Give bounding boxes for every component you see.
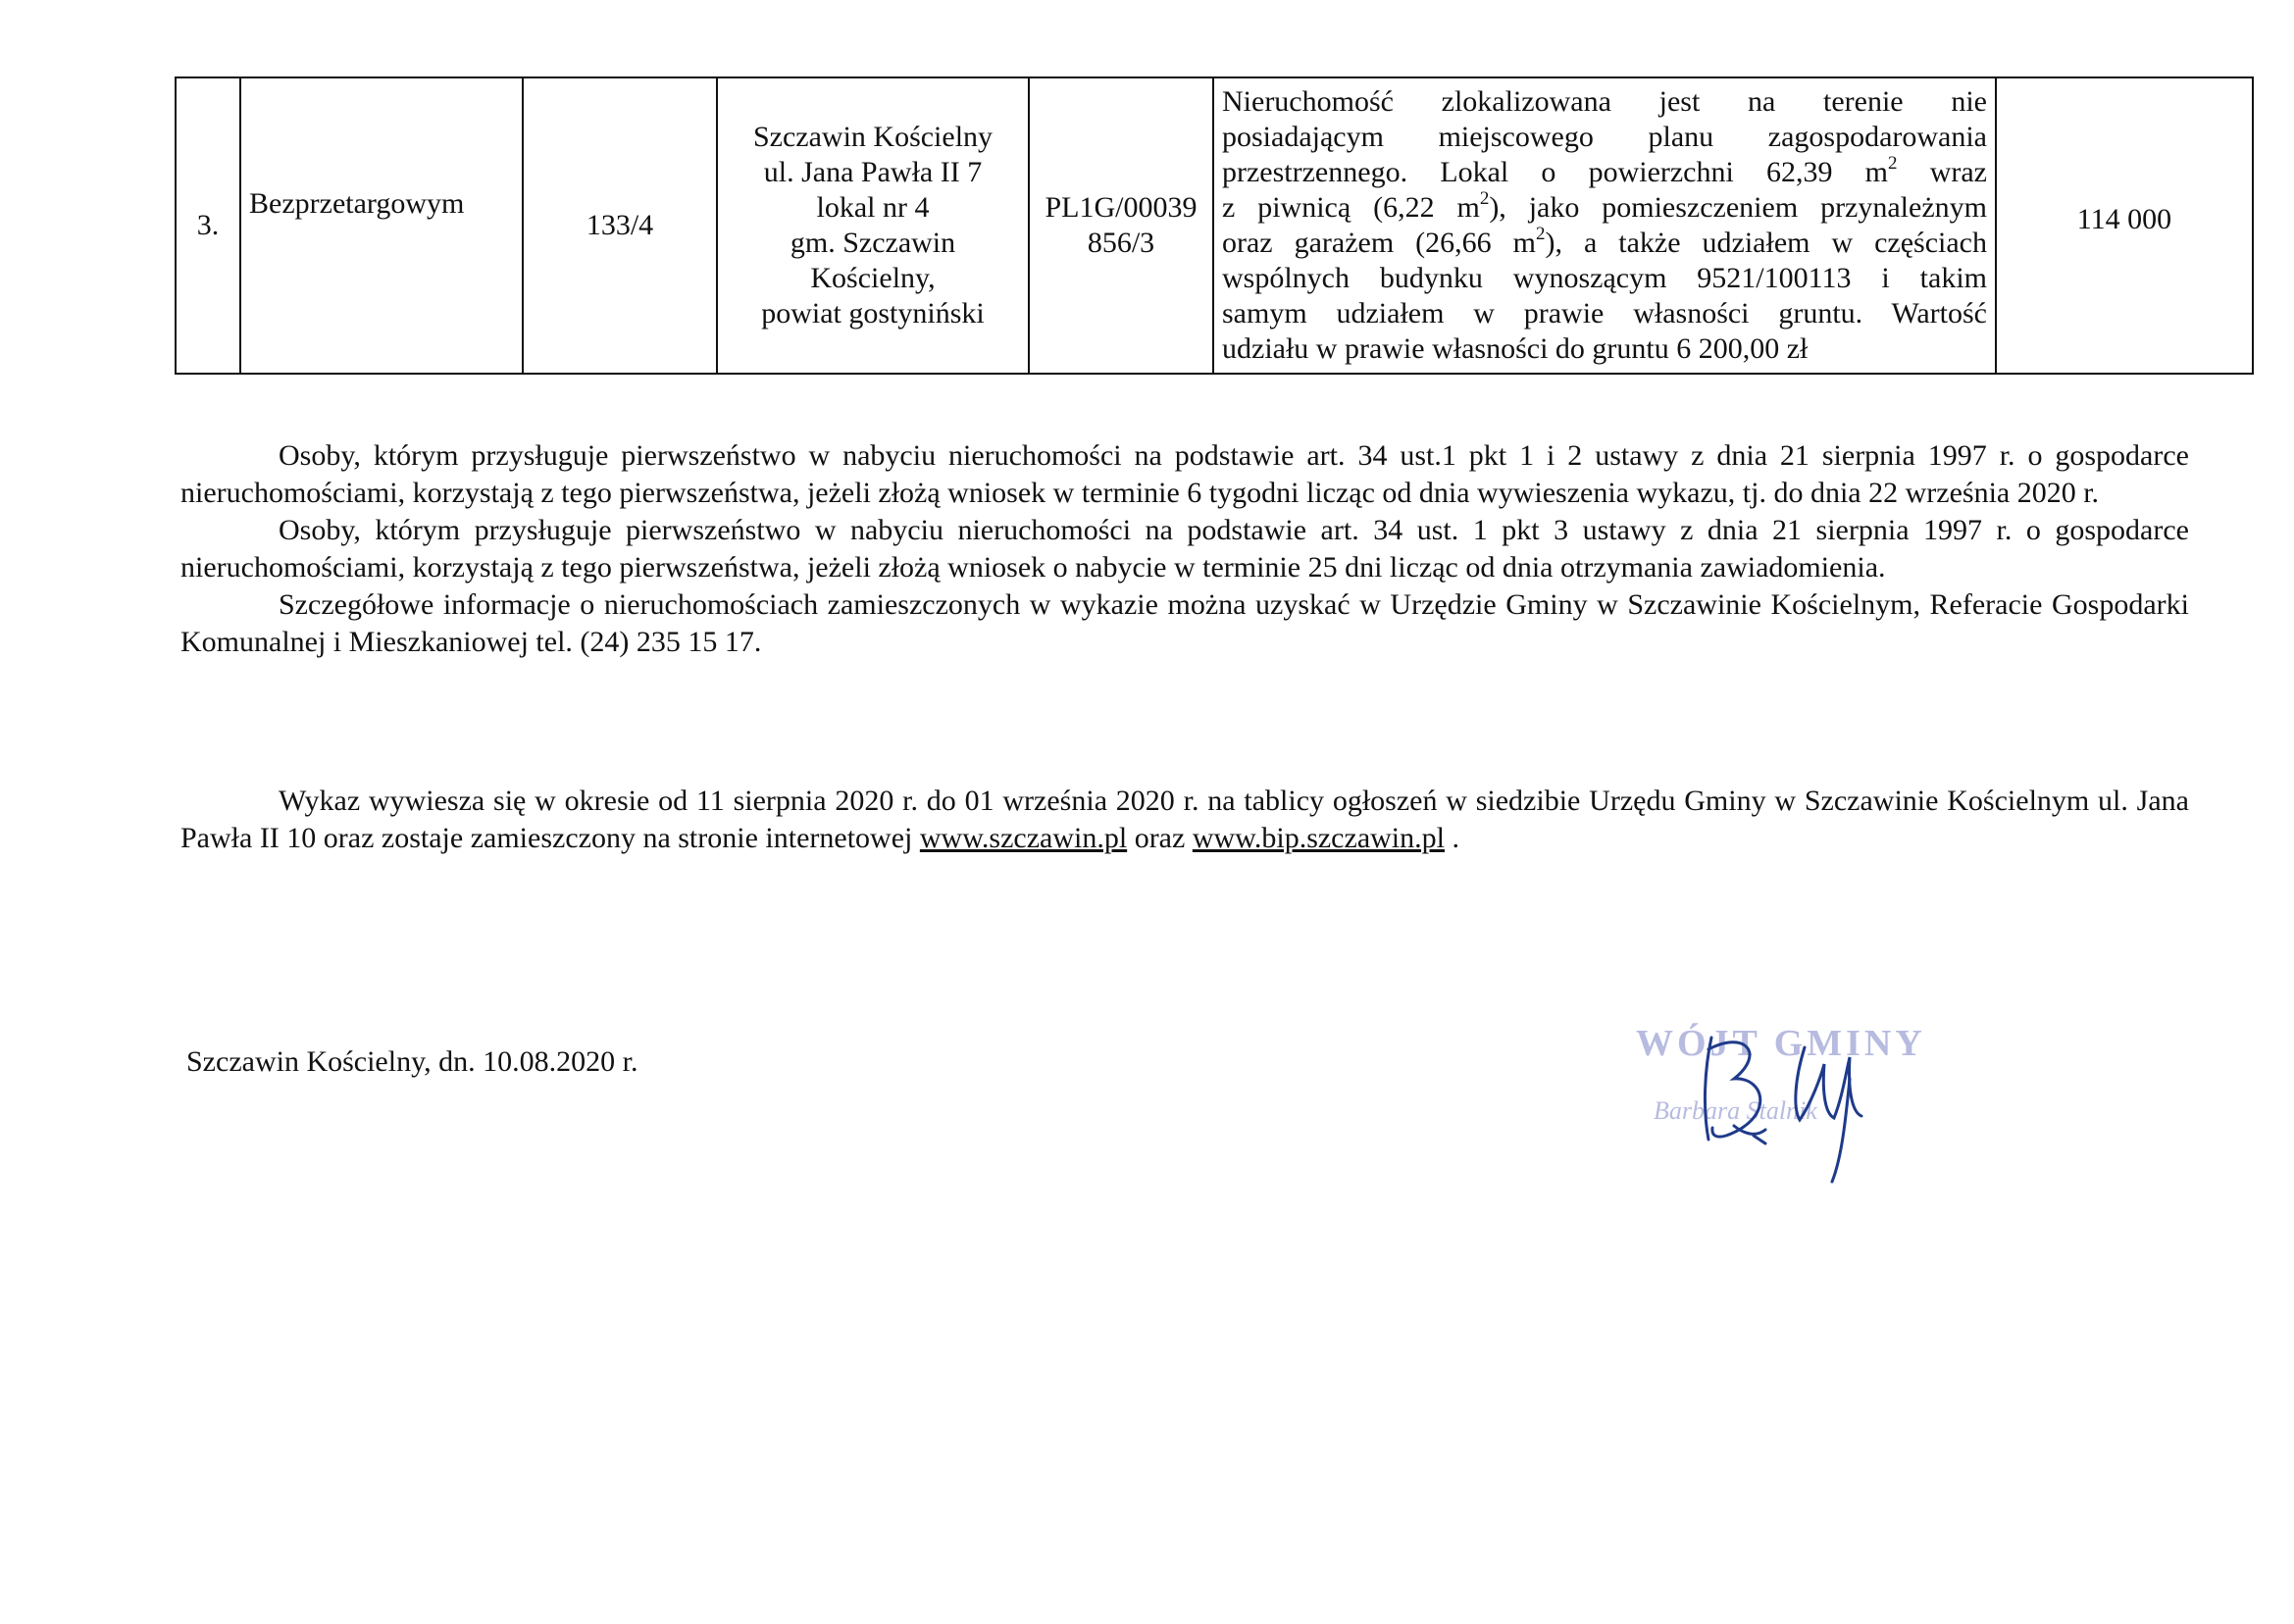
stamp-name: Barbara Stalnik (1654, 1096, 1817, 1125)
official-stamp (1618, 1010, 1932, 1177)
paragraph-priority-3: Osoby, którym przysługuje pierwszeństwo w nabyciu nieruchomości na podstawie art. 34 ust. 1 pkt 3 ustawy z dnia 21 sierpnia 1997 r. o gospodarce nieruchomościami, korzystają z tego pierwszeństwa, jeżeli złożą wniosek o nabycie w terminie 25 dni licząc od dnia otrzymania zawiadomienia. (180, 514, 2189, 584)
price-cell (1996, 77, 2253, 374)
plot-number-cell (523, 77, 717, 374)
description-text: przestrzennego. Lokal o powierzchni 62,39 m (1222, 156, 1889, 188)
description-line: samym udziałem w prawie własności gruntu. Wartość (1222, 297, 1987, 330)
description-line: udziału w prawie własności do gruntu 6 200,00 zł (1222, 332, 1809, 365)
posting-period-text (180, 783, 2189, 857)
address-line: ul. Jana Pawła II 7 (763, 156, 983, 188)
address-line: lokal nr 4 (816, 191, 930, 224)
description-text: wraz (1897, 156, 1987, 188)
description-line: posiadającym miejscowego planu zagospodarowania (1222, 121, 1987, 153)
address-cell (717, 77, 1029, 374)
description-text: oraz garażem (26,66 m (1222, 227, 1536, 259)
description-line: Nieruchomość zlokalizowana jest na terenie nie (1222, 85, 1987, 118)
handwritten-signature (1618, 1010, 1932, 1206)
description-line (1222, 190, 1987, 226)
address-line: gm. Szczawin (790, 227, 956, 259)
superscript: 2 (1535, 224, 1546, 244)
paragraph-information: Szczegółowe informacje o nieruchomościach zamieszczonych w wykazie można uzyskać w Urzędzie Gminy w Szczawinie Kościelnym, Referacie Gospodarki Komunalnej i Mieszkaniowej tel. (24) 235 15 17. (180, 588, 2189, 658)
sale-mode-cell (240, 77, 523, 374)
description-text: ), a także udziałem w częściach (1545, 227, 1987, 259)
land-register-line: 856/3 (1087, 227, 1155, 259)
address-line: Szczawin Kościelny (752, 121, 994, 153)
address-line: Kościelny, (810, 262, 936, 294)
property-table-wrapper (175, 76, 2254, 375)
website-link[interactable]: www.szczawin.pl (919, 822, 1128, 854)
superscript: 2 (1888, 153, 1898, 174)
superscript: 2 (1479, 188, 1490, 209)
price-value: 114 000 (2076, 203, 2172, 235)
place-and-date: Szczawin Kościelny, dn. 10.08.2020 r. (186, 1045, 638, 1078)
description-text: z piwnicą (6,22 m (1222, 191, 1480, 224)
table-row (176, 77, 2253, 374)
land-register-line: PL1G/00039 (1045, 191, 1198, 224)
bip-website-link[interactable]: www.bip.szczawin.pl (1192, 822, 1445, 854)
description-line (1222, 155, 1987, 190)
row-number: 3. (196, 209, 220, 241)
posting-period-sentence: Wykaz wywiesza się w okresie od 11 sierpnia 2020 r. do 01 września 2020 r. na tablicy ogłoszeń w siedzibie Urzędu Gminy w Szczawinie Kościelnym ul. Jana Pawła II 10 oraz zostaje zamieszczony na stronie internetowej (180, 785, 2189, 854)
conjunction-text: oraz (1127, 822, 1193, 854)
paragraph-priority-1-2: Osoby, którym przysługuje pierwszeństwo w nabyciu nieruchomości na podstawie art. 34 ust.1 pkt 1 i 2 ustawy z dnia 21 sierpnia 1997 r. o gospodarce nieruchomościami, korzystają z tego pierwszeństwa, jeżeli złożą wniosek w terminie 6 tygodni licząc od dnia wywieszenia wykazu, tj. do dnia 22 września 2020 r. (180, 439, 2189, 509)
land-register-cell (1029, 77, 1213, 374)
plot-number: 133/4 (586, 209, 654, 241)
row-number-cell (176, 77, 240, 374)
paragraph-posting-period (180, 783, 2189, 857)
notice-text (180, 437, 2189, 661)
description-line: wspólnych budynku wynoszącym 9521/100113 i takim (1222, 262, 1987, 294)
description-line (1222, 226, 1987, 261)
description-cell (1213, 77, 1996, 374)
description-text: ), jako pomieszczeniem przynależnym (1489, 191, 1987, 224)
sale-mode: Bezprzetargowym (249, 187, 465, 220)
stamp-title: WÓJT GMINY (1636, 1023, 1926, 1064)
address-line: powiat gostyniński (761, 297, 985, 330)
sentence-end: . (1444, 822, 1459, 854)
property-table (175, 76, 2254, 375)
